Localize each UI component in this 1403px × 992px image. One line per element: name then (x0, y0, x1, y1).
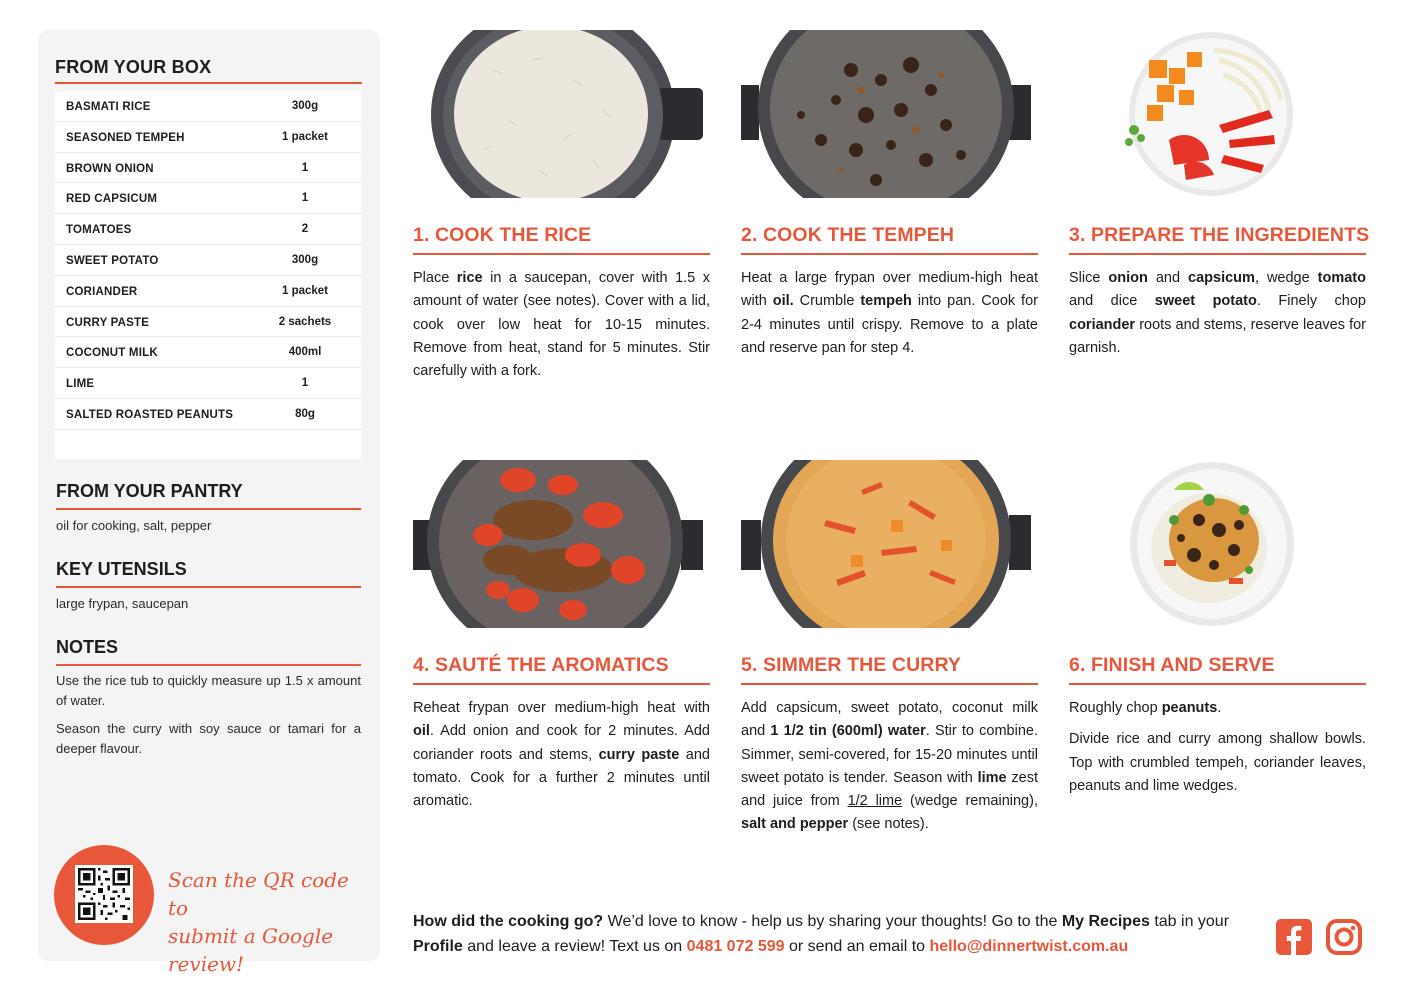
step-3-title: 3. PREPARE THE INGREDIENTS (1069, 224, 1370, 246)
instagram-icon[interactable] (1325, 918, 1363, 956)
ingredient-qty: 300g (291, 253, 319, 266)
from-your-box-title: FROM YOUR BOX (55, 57, 212, 77)
phone-link[interactable]: 0481 072 599 (686, 938, 785, 955)
qr-badge (54, 845, 154, 945)
step-paragraph: Reheat frypan over medium-high heat with oil. Add onion and cook for 2 minutes. Add coriander roots and stems, curry paste and tomato. Cook for a further 2 minutes until aromatic. (413, 700, 710, 810)
note-1: Use the rice tub to quickly measure up 1.5 x amount of water. (56, 673, 361, 708)
ingredient-name: TOMATOES (66, 224, 132, 237)
ingredient-name: SWEET POTATO (66, 254, 159, 267)
ingredient-qty: 1 (301, 377, 309, 390)
ingredient-qty: 400ml (288, 346, 322, 359)
step-paragraph: Place rice in a saucepan, cover with 1.5 x amount of water (see notes). Cover with a lid, cook over low heat for 10-15 minutes. Remove from heat, stand for 5 minutes. Stir carefully with a fork. (413, 270, 710, 380)
tempeh-in-pan-photo (741, 30, 1031, 198)
review-footer (413, 909, 1263, 959)
qr-caption (168, 866, 368, 978)
ingredient-name: SALTED ROASTED PEANUTS (66, 408, 234, 421)
ingredient-qty: 1 packet (281, 284, 329, 297)
step-paragraph: Divide rice and curry among shallow bowls. Top with crumbled tempeh, coriander leaves, peanuts and lime wedges. (1069, 731, 1366, 794)
curry-in-pan-photo (741, 460, 1031, 628)
divider (55, 82, 362, 84)
step-paragraph: Heat a large frypan over medium-high heat with oil. Crumble tempeh into pan. Cook for 2-4 minutes until crispy. Remove to a plate and reserve pan for step 4. (741, 270, 1038, 356)
divider (413, 253, 710, 255)
footer-text: and leave a review! Text us on (462, 938, 687, 955)
ingredient-qty: 2 (301, 223, 309, 236)
step-paragraph: Roughly chop peanuts. (1069, 700, 1222, 716)
notes-title: NOTES (56, 637, 119, 657)
divider (741, 253, 1038, 255)
ingredients-sidebar (38, 30, 380, 976)
facebook-icon[interactable] (1275, 918, 1313, 956)
step-1-body (413, 267, 710, 383)
finished-dish-photo (1069, 460, 1359, 628)
ingredient-qty: 80g (295, 407, 315, 420)
qr-code-icon[interactable] (75, 865, 133, 923)
divider (741, 683, 1038, 685)
ingredient-qty: 300g (291, 100, 319, 112)
footer-question: How did the cooking go? (413, 913, 604, 930)
ingredient-name: RED CAPSICUM (66, 193, 158, 206)
step-6-title: 6. FINISH AND SERVE (1069, 654, 1275, 676)
step-5-title: 5. SIMMER THE CURRY (741, 654, 962, 676)
step-paragraph: Slice onion and capsicum, wedge tomato and dice sweet potato. Finely chop coriander roots and stems, reserve leaves for garnish. (1069, 270, 1367, 356)
prepared-vegetables-photo (1069, 30, 1359, 198)
ingredient-row (55, 214, 361, 245)
divider (1069, 253, 1366, 255)
ingredient-row (55, 153, 361, 184)
step-3-body (1069, 267, 1366, 360)
ingredient-name: CURRY PASTE (66, 316, 150, 329)
divider (56, 508, 361, 510)
divider (56, 664, 361, 666)
ingredient-qty: 2 sachets (278, 315, 332, 328)
ingredient-name: CORIANDER (66, 285, 138, 298)
ingredient-qty: 1 packet (281, 130, 329, 143)
qr-caption-line-2: submit a Google review! (168, 924, 334, 976)
divider (56, 586, 361, 588)
ingredient-name: COCONUT MILK (66, 347, 158, 360)
my-recipes-link[interactable]: My Recipes (1061, 913, 1150, 930)
ingredient-name: BROWN ONION (66, 162, 154, 175)
step-2-body (741, 267, 1038, 360)
ingredient-name: BASMATI RICE (66, 101, 151, 113)
email-link[interactable]: hello@dinnertwist.com.au (929, 938, 1129, 955)
step-5-body (741, 697, 1038, 837)
step-4-body (413, 697, 710, 813)
rice-in-pot-photo (413, 30, 703, 198)
footer-text: We’d love to know - help us by sharing your thoughts! Go to the (603, 913, 1062, 930)
ingredient-name: SEASONED TEMPEH (66, 131, 185, 144)
ingredient-table (55, 91, 361, 459)
ingredient-row (55, 337, 361, 368)
ingredient-row (55, 91, 361, 122)
ingredient-row (55, 368, 361, 399)
qr-caption-line-1: Scan the QR code to (168, 868, 349, 920)
ingredient-qty: 1 (301, 192, 309, 205)
step-2-title: 2. COOK THE TEMPEH (741, 224, 955, 246)
divider (413, 683, 710, 685)
pantry-title: FROM YOUR PANTRY (56, 481, 243, 501)
step-4-title: 4. SAUTÉ THE AROMATICS (413, 654, 669, 676)
pantry-text: oil for cooking, salt, pepper (56, 518, 212, 533)
step-6-body (1069, 697, 1366, 798)
aromatics-in-pan-photo (413, 460, 703, 628)
ingredient-row (55, 276, 361, 307)
utensils-title: KEY UTENSILS (56, 559, 187, 579)
ingredient-name: LIME (66, 378, 95, 391)
step-paragraph: Add capsicum, sweet potato, coconut milk and 1 1/2 tin (600ml) water. Stir to combine. Simmer, semi-covered, for 15-20 minutes until sweet potato is tender. Season with lime zest and juice from 1/2 lime (wedge remaining), salt and pepper (see notes). (741, 700, 1039, 833)
ingredient-row (55, 183, 361, 214)
footer-text: or send an email to (784, 938, 930, 955)
divider (1069, 683, 1366, 685)
step-1-title: 1. COOK THE RICE (413, 224, 592, 246)
footer-text: tab in your (1149, 913, 1230, 930)
ingredient-row (55, 399, 361, 430)
ingredient-qty: 1 (301, 161, 309, 174)
ingredient-row (55, 245, 361, 276)
ingredient-row (55, 307, 361, 338)
note-2: Season the curry with soy sauce or tamari for a deeper flavour. (56, 721, 361, 756)
utensils-text: large frypan, saucepan (56, 596, 189, 611)
profile-link[interactable]: Profile (413, 938, 463, 955)
ingredient-row (55, 122, 361, 153)
